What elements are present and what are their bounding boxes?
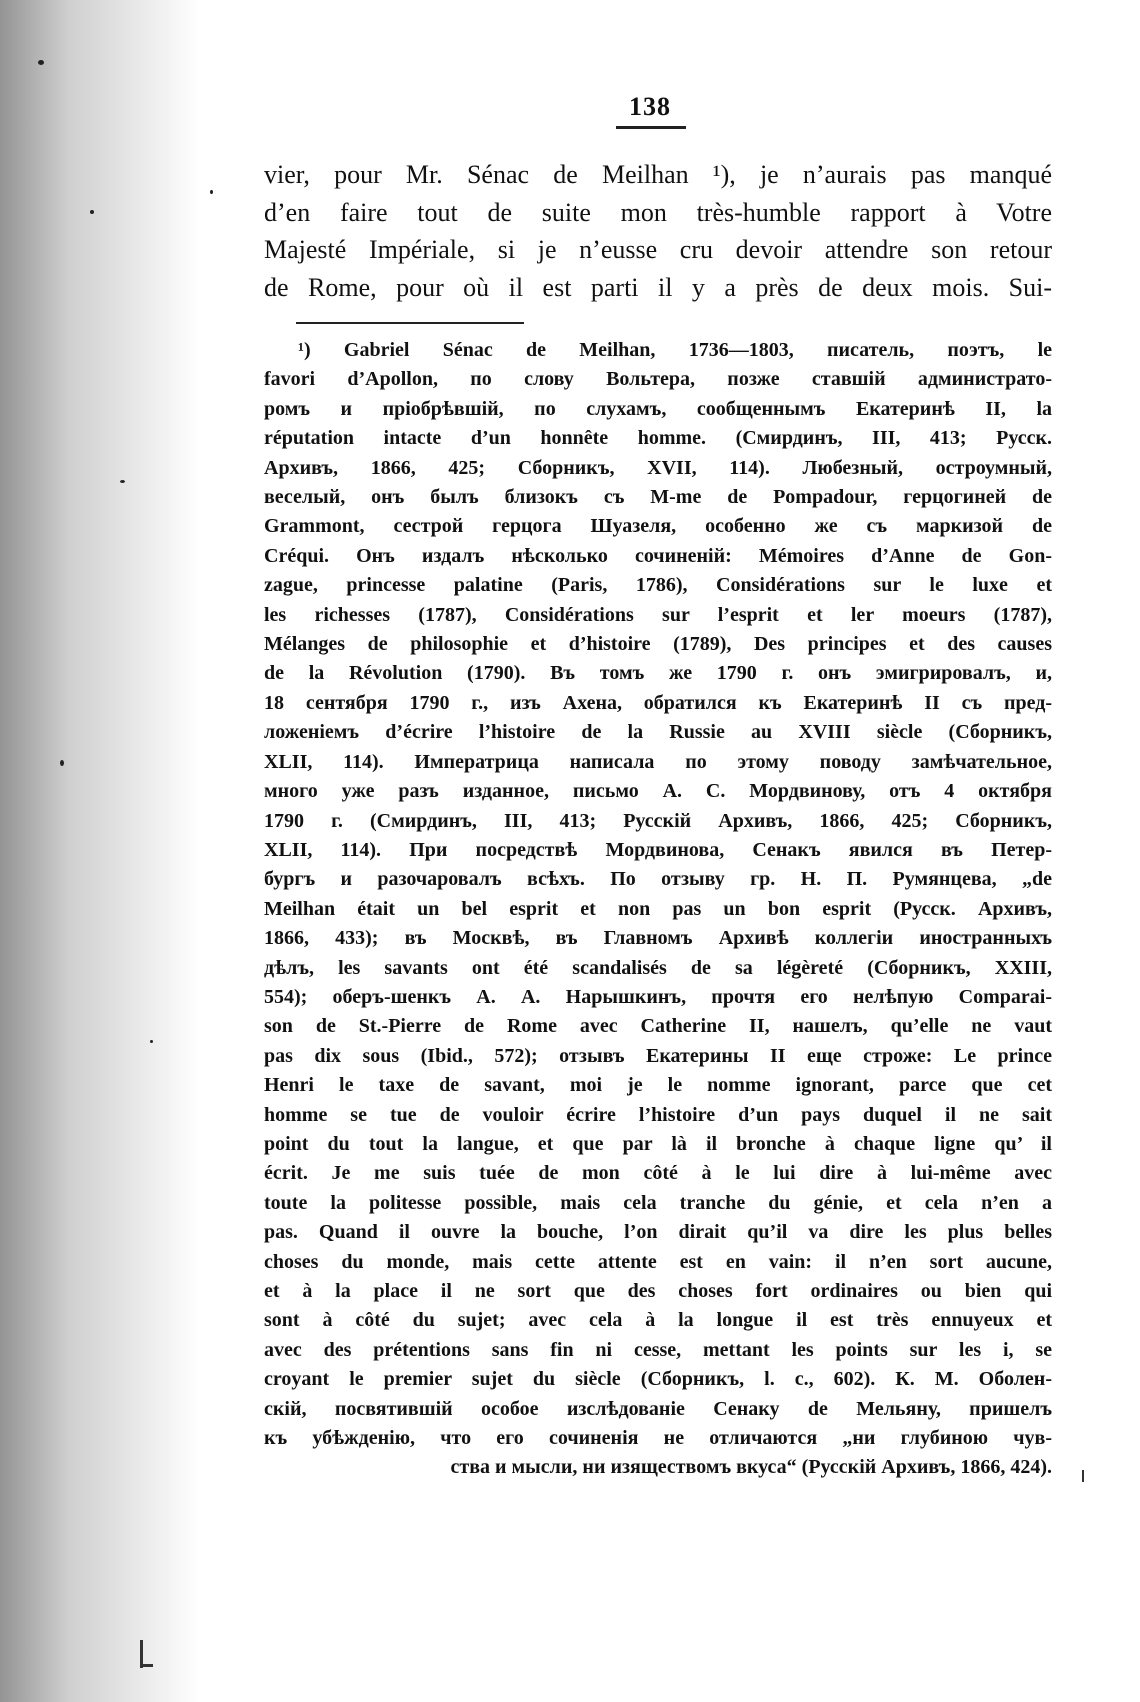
text-line: vier, pour Mr. Sénac de Meilhan ¹), je n’aurais pas manqué	[264, 160, 1052, 189]
footnote-line: ства и мысли, ни изяществомъ вкуса“ (Русскій Архивъ, 1866, 424).	[450, 1456, 1052, 1479]
footnote-separator	[296, 322, 524, 324]
footnote-line: Grammont, сестрой герцога Шуазеля, особенно же съ маркизой de	[264, 515, 1052, 538]
footnote-line: Créqui. Онъ издалъ нѣсколько сочиненій: Mémoires d’Anne de Gon-	[264, 544, 1052, 567]
footnote-line: ложеніемъ d’écrire l’histoire de la Russie au XVIII siècle (Сборникъ,	[264, 721, 1052, 744]
scan-speck	[90, 210, 94, 214]
footnote-line: avec des prétentions sans fin ni cesse, mettant les points sur les i, se	[264, 1338, 1052, 1361]
footnote-line: toute la politesse possible, mais cela tranche du génie, et cela n’en a	[264, 1191, 1052, 1214]
footnote-line: ¹) Gabriel Sénac de Meilhan, 1736—1803, писатель, поэтъ, le	[298, 339, 1052, 361]
footnote-line: croyant le premier sujet du siècle (Сборникъ, l. c., 602). К. М. Оболен-	[264, 1368, 1052, 1391]
footnote-line: много уже разъ изданное, письмо А. С. Мордвинову, отъ 4 октября	[264, 780, 1052, 803]
footnote-line: réputation intacte d’un honnête homme. (Смирдинъ, III, 413; Русск.	[264, 427, 1052, 450]
footnote-line: Meilhan était un bel esprit et non pas un bon esprit (Русск. Архивъ,	[264, 897, 1052, 920]
footnote-line: 1790 г. (Смирдинъ, III, 413; Русскій Архивъ, 1866, 425; Сборникъ,	[264, 809, 1052, 832]
text-line: de Rome, pour où il est parti il y a près de deux mois. Sui-	[264, 272, 1052, 302]
footnote-line: веселый, онъ былъ близокъ съ M-me de Pompadour, герцогиней de	[264, 486, 1052, 509]
footnote-line: 1866, 433); въ Москвѣ, въ Главномъ Архивѣ коллегіи иностранныхъ	[264, 927, 1052, 950]
scan-speck	[60, 760, 64, 766]
footnote-line: point du tout la langue, et que par là il bronche à chaque ligne qu’ il	[264, 1132, 1052, 1155]
footnote-line: choses du monde, mais cette attente est en vain: il n’en sort aucune,	[264, 1250, 1052, 1273]
footnote-line: дѣлъ, les savants ont été scandalisés de sa légèreté (Сборникъ, XXIII,	[264, 956, 1052, 979]
footnote-line: écrit. Je me suis tuée de mon côté à le lui dire à lui-même avec	[264, 1162, 1052, 1185]
footnote-line: 554); оберъ-шенкъ А. А. Нарышкинъ, прочтя его нелѣпую Comparai-	[264, 985, 1052, 1008]
footnote-line: Mélanges de philosophie et d’histoire (1789), Des principes et des causes	[264, 633, 1052, 656]
footnote-line: Архивъ, 1866, 425; Сборникъ, XVII, 114). Любезный, остроумный,	[264, 456, 1052, 479]
footnote-line: къ убѣжденію, что его сочиненія не отличаются „ни глубиною чув-	[264, 1427, 1052, 1450]
scan-speck	[120, 480, 125, 483]
footnote-line: ромъ и пріобрѣвшій, по слухамъ, сообщеннымъ Екатеринѣ II, la	[264, 397, 1052, 420]
footnote-line: Henri le taxe de savant, moi je le nomme ignorant, parce que cet	[264, 1074, 1052, 1097]
footnote-line: sont à côté du sujet; avec cela à la longue il est très ennuyeux et	[264, 1309, 1052, 1332]
main-text	[264, 156, 1052, 306]
footnote-line: de la Révolution (1790). Въ томъ же 1790 г. онъ эмигрировалъ, и,	[264, 662, 1052, 685]
footnote-line: бургъ и разочаровалъ всѣхъ. По отзыву гр. Н. П. Румянцева, „de	[264, 868, 1052, 891]
footnote-line: zague, princesse palatine (Paris, 1786), Considérations sur le luxe et	[264, 574, 1052, 597]
footnote-line: et à la place il ne sort que des choses fort ordinaires ou bien qui	[264, 1280, 1052, 1302]
footnote-line: скій, посвятившій особое изслѣдованіе Сенаку de Мельяну, пришелъ	[264, 1397, 1052, 1420]
footnote-line: les richesses (1787), Considérations sur l’esprit et ler moeurs (1787),	[264, 603, 1052, 626]
footnote-line: 18 сентября 1790 г., изъ Ахена, обратился къ Екатеринѣ II съ пред-	[264, 691, 1052, 714]
footnote-line: favori d’Apollon, по слову Вольтера, позже ставшій администрато-	[264, 368, 1052, 391]
text-line: d’en faire tout de suite mon très-humble rapport à Votre	[264, 197, 1052, 227]
footnote	[264, 336, 1052, 1483]
text-line: Majesté Impériale, si je n’eusse cru devoir attendre son retour	[264, 235, 1052, 264]
scan-speck	[210, 190, 213, 194]
scan-edge-shadow	[0, 0, 200, 1702]
page-number-underline	[616, 126, 686, 129]
scan-speck	[150, 1040, 153, 1043]
footnote-line: son de St.-Pierre de Rome avec Catherine II, нашелъ, qu’elle ne vaut	[264, 1015, 1052, 1038]
scan-speck	[38, 60, 44, 65]
footnote-line: XLII, 114). Императрица написала по этому поводу замѣчательное,	[264, 750, 1052, 773]
footnote-line: homme se tue de vouloir écrire l’histoire d’un pays duquel il ne sait	[264, 1103, 1052, 1126]
margin-mark	[143, 1664, 153, 1667]
footnote-line: XLII, 114). При посредствѣ Мордвинова, Сенакъ явился въ Петер-	[264, 838, 1052, 861]
margin-mark	[1082, 1470, 1084, 1482]
footnote-line: pas. Quand il ouvre la bouche, l’on dirait qu’il va dire les plus belles	[264, 1221, 1052, 1244]
page-number: 138	[629, 92, 671, 121]
footnote-line: pas dix sous (Ibid., 572); отзывъ Екатерины II еще строже: Le prince	[264, 1044, 1052, 1067]
